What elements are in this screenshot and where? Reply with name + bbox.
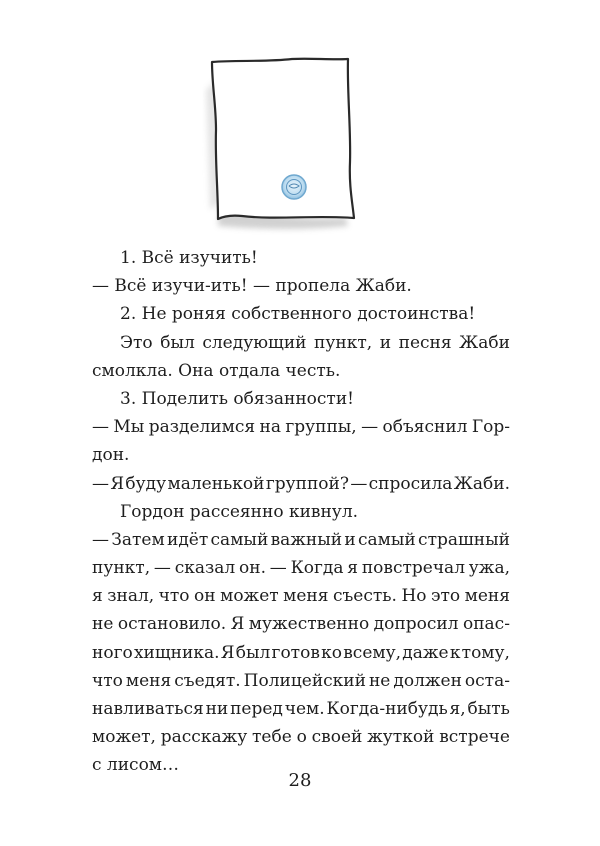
text-line: Гордон рассеянно кивнул. bbox=[120, 501, 359, 522]
text-line: пункт, — сказал он. — Когда я повстречал ужа, bbox=[92, 558, 510, 579]
text-line: Это был следующий пункт, и песня Жаби bbox=[120, 332, 510, 353]
paper-sheet-illustration bbox=[196, 50, 368, 236]
text-line: может, расскажу тебе о своей жуткой встрече bbox=[92, 727, 510, 748]
text-line: с лисом… bbox=[92, 755, 180, 776]
text-line: — Я буду маленькой группой? — спросила Жаби. bbox=[92, 473, 510, 494]
text-line: навливаться ни перед чем. Когда-нибудь я, быть bbox=[92, 699, 510, 719]
text-line: — Затем идёт самый важный и самый страшный bbox=[92, 529, 510, 550]
text-line: 1. Всё изучить! bbox=[120, 248, 258, 268]
text-line: ного хищника. Я был готов ко всему, даже к тому, bbox=[92, 642, 510, 663]
text-line: смолкла. Она отдала честь. bbox=[92, 360, 341, 381]
text-line: 2. Не роняя собственного достоинства! bbox=[120, 304, 476, 325]
text-line: — Мы разделимся на группы, — объяснил Гор- bbox=[92, 417, 510, 438]
sheet-outline bbox=[212, 59, 354, 219]
paper-sheet-drawing bbox=[196, 50, 368, 236]
text-line: — Всё изучи-ить! — пропела Жаби. bbox=[92, 276, 412, 297]
text-line: не остановило. Я мужественно допросил опас- bbox=[92, 614, 510, 635]
text-line: я знал, что он может меня съесть. Но это меня bbox=[92, 586, 510, 607]
text-line: что меня съедят. Полицейский не должен оста- bbox=[92, 670, 510, 691]
page-number: 28 bbox=[288, 770, 312, 791]
text-line: 3. Поделить обязанности! bbox=[120, 388, 354, 409]
badge-icon bbox=[282, 175, 306, 199]
story-text bbox=[92, 244, 510, 780]
text-line: дон. bbox=[92, 445, 130, 466]
